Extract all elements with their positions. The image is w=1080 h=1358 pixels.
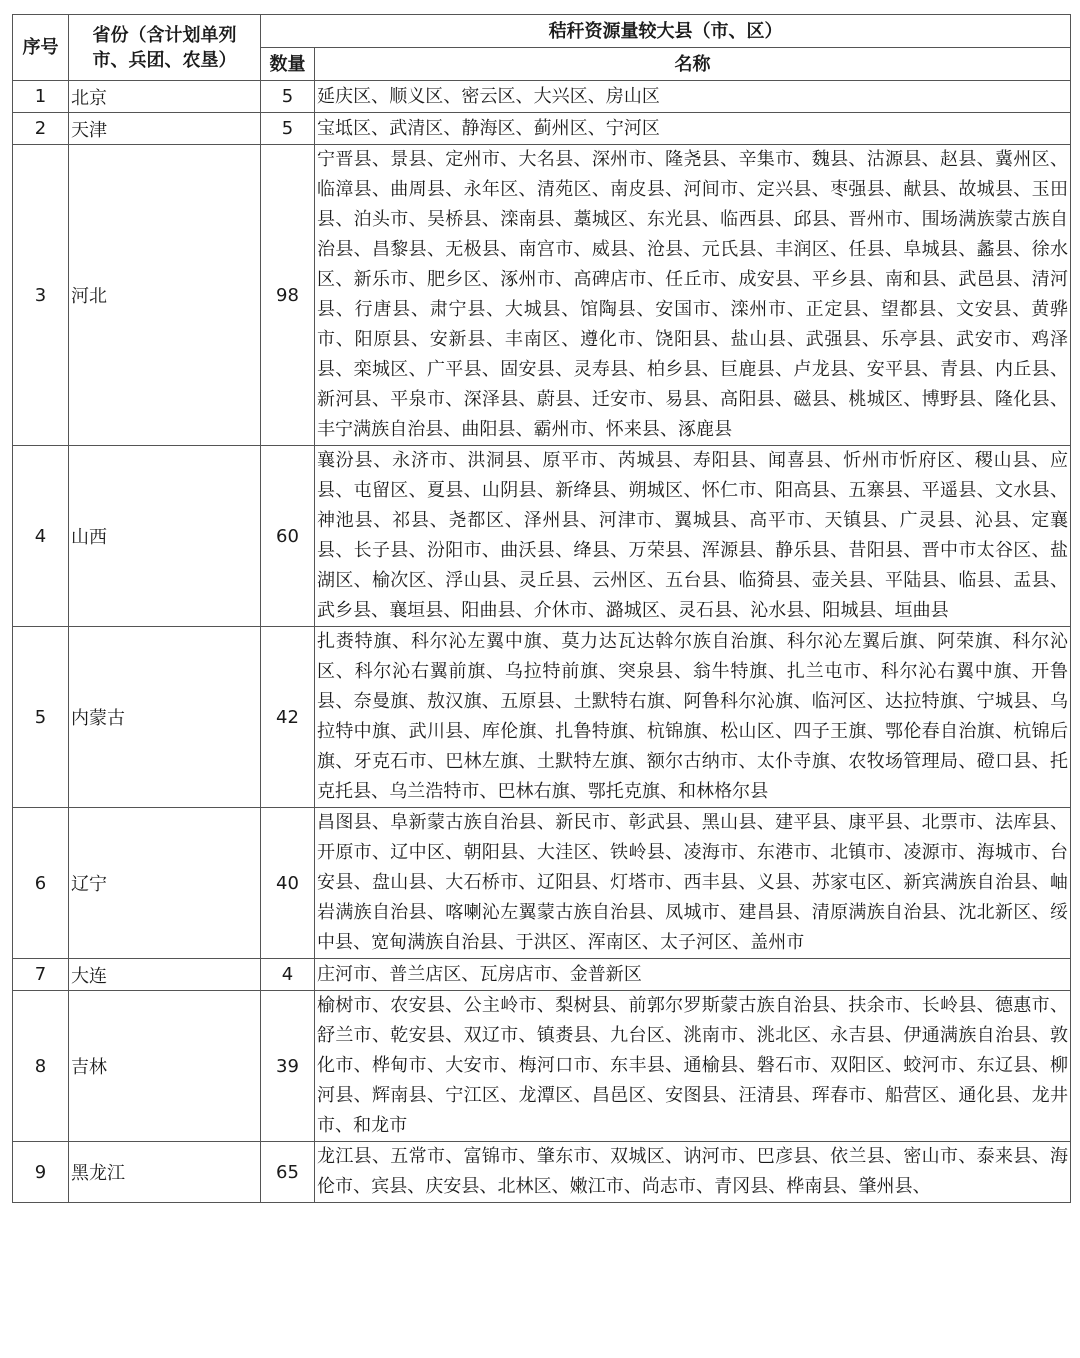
table-row <box>13 145 1071 446</box>
table-row <box>13 81 1071 113</box>
row-names: 宝坻区、武清区、静海区、蓟州区、宁河区 <box>315 113 1071 145</box>
row-seq: 5 <box>13 627 69 808</box>
row-count: 5 <box>261 113 315 145</box>
row-province: 山西 <box>69 446 261 627</box>
row-seq: 9 <box>13 1142 69 1203</box>
row-seq: 1 <box>13 81 69 113</box>
row-province: 辽宁 <box>69 808 261 959</box>
row-seq: 7 <box>13 959 69 991</box>
row-count: 39 <box>261 991 315 1142</box>
row-province: 大连 <box>69 959 261 991</box>
row-seq: 6 <box>13 808 69 959</box>
row-count: 4 <box>261 959 315 991</box>
header-group: 秸秆资源量较大县（市、区） <box>261 15 1071 48</box>
row-names: 襄汾县、永济市、洪洞县、原平市、芮城县、寿阳县、闻喜县、忻州市忻府区、稷山县、应县、屯留区、夏县、山阴县、新绛县、朔城区、怀仁市、阳高县、五寨县、平遥县、文水县、神池县、祁县、尧都区、泽州县、河津市、翼城县、高平市、天镇县、广灵县、沁县、定襄县、长子县、汾阳市、曲沃县、绛县、万荣县、浑源县、静乐县、昔阳县、晋中市太谷区、盐湖区、榆次区、浮山县、灵丘县、云州区、五台县、临猗县、壶关县、平陆县、临县、盂县、武乡县、襄垣县、阳曲县、介休市、潞城区、灵石县、沁水县、阳城县、垣曲县 <box>315 446 1071 627</box>
row-names: 昌图县、阜新蒙古族自治县、新民市、彰武县、黑山县、建平县、康平县、北票市、法库县、开原市、辽中区、朝阳县、大洼区、铁岭县、凌海市、东港市、北镇市、凌源市、海城市、台安县、盘山县、大石桥市、辽阳县、灯塔市、西丰县、义县、苏家屯区、新宾满族自治县、岫岩满族自治县、喀喇沁左翼蒙古族自治县、凤城市、建昌县、清原满族自治县、沈北新区、绥中县、宽甸满族自治县、于洪区、浑南区、太子河区、盖州市 <box>315 808 1071 959</box>
row-count: 60 <box>261 446 315 627</box>
row-province: 河北 <box>69 145 261 446</box>
row-names: 榆树市、农安县、公主岭市、梨树县、前郭尔罗斯蒙古族自治县、扶余市、长岭县、德惠市、舒兰市、乾安县、双辽市、镇赉县、九台区、洮南市、洮北区、永吉县、伊通满族自治县、敦化市、桦甸市、大安市、梅河口市、东丰县、通榆县、磐石市、双阳区、蛟河市、东辽县、柳河县、辉南县、宁江区、龙潭区、昌邑区、安图县、汪清县、珲春市、船营区、通化县、龙井市、和龙市 <box>315 991 1071 1142</box>
row-names: 扎赉特旗、科尔沁左翼中旗、莫力达瓦达斡尔族自治旗、科尔沁左翼后旗、阿荣旗、科尔沁区、科尔沁右翼前旗、乌拉特前旗、突泉县、翁牛特旗、扎兰屯市、科尔沁右翼中旗、开鲁县、奈曼旗、敖汉旗、五原县、土默特右旗、阿鲁科尔沁旗、临河区、达拉特旗、宁城县、乌拉特中旗、武川县、库伦旗、扎鲁特旗、杭锦旗、松山区、四子王旗、鄂伦春自治旗、杭锦后旗、牙克石市、巴林左旗、土默特左旗、额尔古纳市、太仆寺旗、农牧场管理局、磴口县、托克托县、乌兰浩特市、巴林右旗、鄂托克旗、和林格尔县 <box>315 627 1071 808</box>
row-count: 65 <box>261 1142 315 1203</box>
row-names: 龙江县、五常市、富锦市、肇东市、双城区、讷河市、巴彦县、依兰县、密山市、泰来县、海伦市、宾县、庆安县、北林区、嫩江市、尚志市、青冈县、桦南县、肇州县、 <box>315 1142 1071 1203</box>
row-province: 吉林 <box>69 991 261 1142</box>
header-names: 名称 <box>315 48 1071 81</box>
row-seq: 4 <box>13 446 69 627</box>
row-count: 5 <box>261 81 315 113</box>
header-row-1 <box>13 15 1071 48</box>
row-seq: 8 <box>13 991 69 1142</box>
table-container <box>12 14 1070 1203</box>
row-names: 庄河市、普兰店区、瓦房店市、金普新区 <box>315 959 1071 991</box>
row-seq: 3 <box>13 145 69 446</box>
row-province: 天津 <box>69 113 261 145</box>
row-names: 宁晋县、景县、定州市、大名县、深州市、隆尧县、辛集市、魏县、沽源县、赵县、冀州区、临漳县、曲周县、永年区、清苑区、南皮县、河间市、定兴县、枣强县、献县、故城县、玉田县、泊头市、吴桥县、滦南县、藁城区、东光县、临西县、邱县、晋州市、围场满族蒙古族自治县、昌黎县、无极县、南宫市、威县、沧县、元氏县、丰润区、任县、阜城县、蠡县、徐水区、新乐市、肥乡区、涿州市、高碑店市、任丘市、成安县、平乡县、南和县、武邑县、清河县、行唐县、肃宁县、大城县、馆陶县、安国市、滦州市、正定县、望都县、文安县、黄骅市、阳原县、安新县、丰南区、遵化市、饶阳县、盐山县、武强县、乐亭县、武安市、鸡泽县、栾城区、广平县、固安县、灵寿县、柏乡县、巨鹿县、卢龙县、安平县、青县、内丘县、新河县、平泉市、深泽县、蔚县、迁安市、易县、高阳县、磁县、桃城区、博野县、隆化县、丰宁满族自治县、曲阳县、霸州市、怀来县、涿鹿县 <box>315 145 1071 446</box>
header-seq: 序号 <box>13 15 69 81</box>
row-count: 98 <box>261 145 315 446</box>
table-row <box>13 1142 1071 1203</box>
row-province: 黑龙江 <box>69 1142 261 1203</box>
table-row <box>13 113 1071 145</box>
table-row <box>13 446 1071 627</box>
table-row <box>13 991 1071 1142</box>
row-names: 延庆区、顺义区、密云区、大兴区、房山区 <box>315 81 1071 113</box>
row-seq: 2 <box>13 113 69 145</box>
table-row <box>13 808 1071 959</box>
row-count: 42 <box>261 627 315 808</box>
table-row <box>13 627 1071 808</box>
row-count: 40 <box>261 808 315 959</box>
row-province: 北京 <box>69 81 261 113</box>
straw-resource-table <box>12 14 1071 1203</box>
header-province: 省份（含计划单列市、兵团、农垦） <box>69 15 261 81</box>
header-count: 数量 <box>261 48 315 81</box>
row-province: 内蒙古 <box>69 627 261 808</box>
table-row <box>13 959 1071 991</box>
